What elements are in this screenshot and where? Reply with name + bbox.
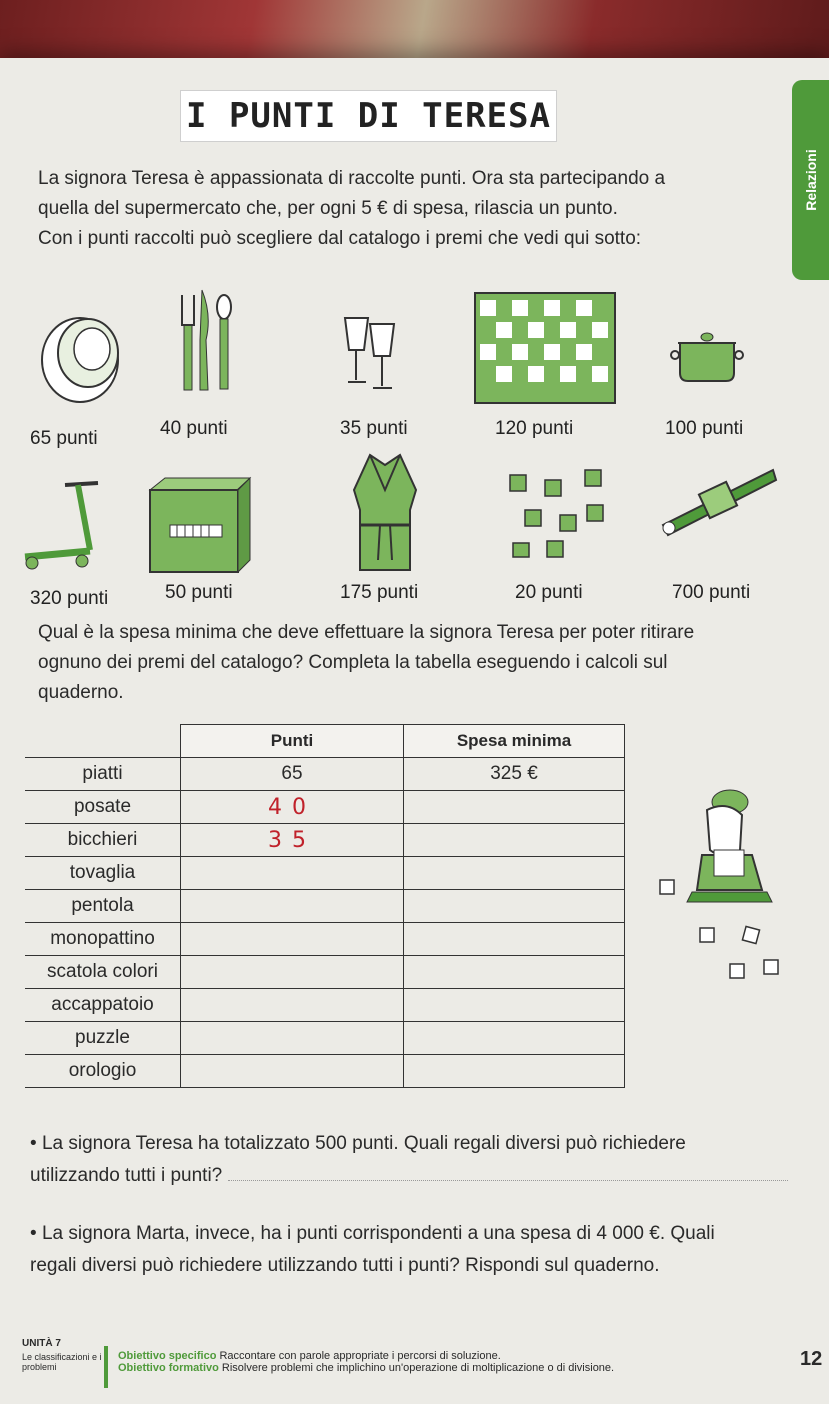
points-cell[interactable] (181, 989, 404, 1022)
row-name: tovaglia (25, 857, 181, 890)
spesa-cell[interactable] (404, 1055, 625, 1088)
table-corner (25, 725, 181, 758)
pot-icon (670, 325, 745, 385)
bullet-text: utilizzando tutti i punti? (30, 1165, 223, 1186)
row-name: orologio (25, 1055, 181, 1088)
row-name: bicchieri (25, 824, 181, 857)
catalog-points-bathrobe: 175 punti (340, 582, 419, 603)
page-number: 12 (800, 1348, 823, 1370)
table-row (25, 890, 625, 923)
question-text (38, 618, 778, 708)
bullet-line: • La signora Marta, invece, ha i punti corrispondenti a una spesa di 4 000 €. Quali (30, 1223, 715, 1244)
row-name: posate (25, 791, 181, 824)
spesa-cell[interactable]: 325 € (404, 758, 625, 791)
points-cell[interactable] (181, 890, 404, 923)
footer-accent-bar (104, 1346, 108, 1388)
table-header-row (25, 725, 625, 758)
handwritten-value: 35 (268, 827, 316, 853)
catalog-points-glasses: 35 punti (340, 418, 408, 439)
objective-specific (118, 1350, 778, 1362)
cutlery-icon (178, 285, 238, 395)
objective-specific-label: Obiettivo specifico (118, 1350, 217, 1362)
watch-icon (658, 465, 778, 540)
bullet-line (30, 1160, 820, 1192)
spesa-cell[interactable] (404, 989, 625, 1022)
intro-line: quella del supermercato che, per ogni 5 € di spesa, rilascia un punto. (38, 198, 618, 219)
points-cell[interactable] (181, 857, 404, 890)
spesa-cell[interactable] (404, 1022, 625, 1055)
scooter-icon (20, 475, 105, 575)
table-row (25, 1055, 625, 1088)
spesa-cell[interactable] (404, 857, 625, 890)
row-name: scatola colori (25, 956, 181, 989)
spesa-cell[interactable] (404, 956, 625, 989)
bullet-line: regali diversi può richiedere utilizzando tutti i punti? Rispondi sul quaderno. (30, 1255, 660, 1276)
bullet-line: • La signora Teresa ha totalizzato 500 punti. Quali regali diversi può richiedere (30, 1133, 686, 1154)
bathrobe-icon (350, 450, 420, 575)
points-cell[interactable]: 65 (181, 758, 404, 791)
handwritten-value: 40 (268, 794, 316, 820)
objective-formative-text: Risolvere problemi che implichino un'operazione di moltiplicazione o di divisione. (221, 1362, 615, 1374)
points-cell[interactable] (181, 791, 404, 824)
catalog-points-plates: 65 punti (30, 428, 98, 449)
page-footer (22, 1338, 822, 1398)
spesa-cell[interactable] (404, 824, 625, 857)
header-points: Punti (181, 725, 404, 758)
row-name: monopattino (25, 923, 181, 956)
spesa-cell[interactable] (404, 890, 625, 923)
table-row (25, 857, 625, 890)
row-name: pentola (25, 890, 181, 923)
intro-line: Con i punti raccolti può scegliere dal catalogo i premi che vedi qui sotto: (38, 228, 642, 249)
table-row (25, 791, 625, 824)
catalog-points-cutlery: 40 punti (160, 418, 228, 439)
points-cell[interactable] (181, 824, 404, 857)
catalog-points-tablecloth: 120 punti (495, 418, 574, 439)
table-row (25, 1022, 625, 1055)
bullet-text: La signora Teresa ha totalizzato 500 punti. Quali regali diversi può richiedere (41, 1133, 686, 1154)
intro-line: La signora Teresa è appassionata di raccolte punti. Ora sta partecipando a (38, 168, 666, 189)
points-cell[interactable] (181, 923, 404, 956)
section-tab (792, 80, 829, 280)
question-line: Qual è la spesa minima che deve effettuare la signora Teresa per poter ritirare (38, 622, 695, 643)
bullet-question-2 (30, 1218, 820, 1282)
catalog-points-scooter: 320 punti (30, 588, 109, 609)
table-row (25, 989, 625, 1022)
puzzle-icon (505, 465, 610, 560)
unit-subtitle: Le classificazioni e i problemi (22, 1352, 102, 1372)
catalog-points-pot: 100 punti (665, 418, 744, 439)
catalog-points-puzzle: 20 punti (515, 582, 583, 603)
question-line: quaderno. (38, 682, 124, 703)
spesa-cell[interactable] (404, 791, 625, 824)
unit-label: UNITÀ 7 (22, 1338, 61, 1349)
objective-formative (118, 1362, 778, 1374)
table-row (25, 923, 625, 956)
points-table (25, 724, 625, 1088)
child-reading-illustration (652, 780, 792, 995)
page-title: I PUNTI DI TERESA (180, 90, 557, 142)
objective-specific-text: Raccontare con parole appropriate i percorsi di soluzione. (219, 1350, 501, 1362)
table-row (25, 824, 625, 857)
plates-icon (30, 305, 120, 410)
table-row (25, 956, 625, 989)
catalog-points-colors: 50 punti (165, 582, 233, 603)
color-box-icon (145, 475, 255, 575)
answer-line[interactable] (228, 1180, 788, 1181)
points-cell[interactable] (181, 1022, 404, 1055)
row-name: piatti (25, 758, 181, 791)
header-spesa: Spesa minima (404, 725, 625, 758)
footer-objectives (118, 1350, 778, 1374)
section-tab-label: Relazioni (802, 149, 819, 211)
table-row (25, 758, 625, 791)
points-cell[interactable] (181, 956, 404, 989)
points-cell[interactable] (181, 1055, 404, 1088)
catalog-points-watch: 700 punti (672, 582, 751, 603)
row-name: puzzle (25, 1022, 181, 1055)
question-line: ognuno dei premi del catalogo? Completa la tabella eseguendo i calcoli sul (38, 652, 668, 673)
objective-formative-label: Obiettivo formativo (118, 1362, 219, 1374)
spesa-cell[interactable] (404, 923, 625, 956)
row-name: accappatoio (25, 989, 181, 1022)
tablecloth-icon (470, 288, 620, 408)
intro-text (38, 164, 778, 254)
glasses-icon (340, 310, 400, 395)
bullet-text: La signora Marta, invece, ha i punti corrispondenti a una spesa di 4 000 €. Quali (41, 1223, 715, 1244)
bullet-question-1 (30, 1128, 820, 1192)
